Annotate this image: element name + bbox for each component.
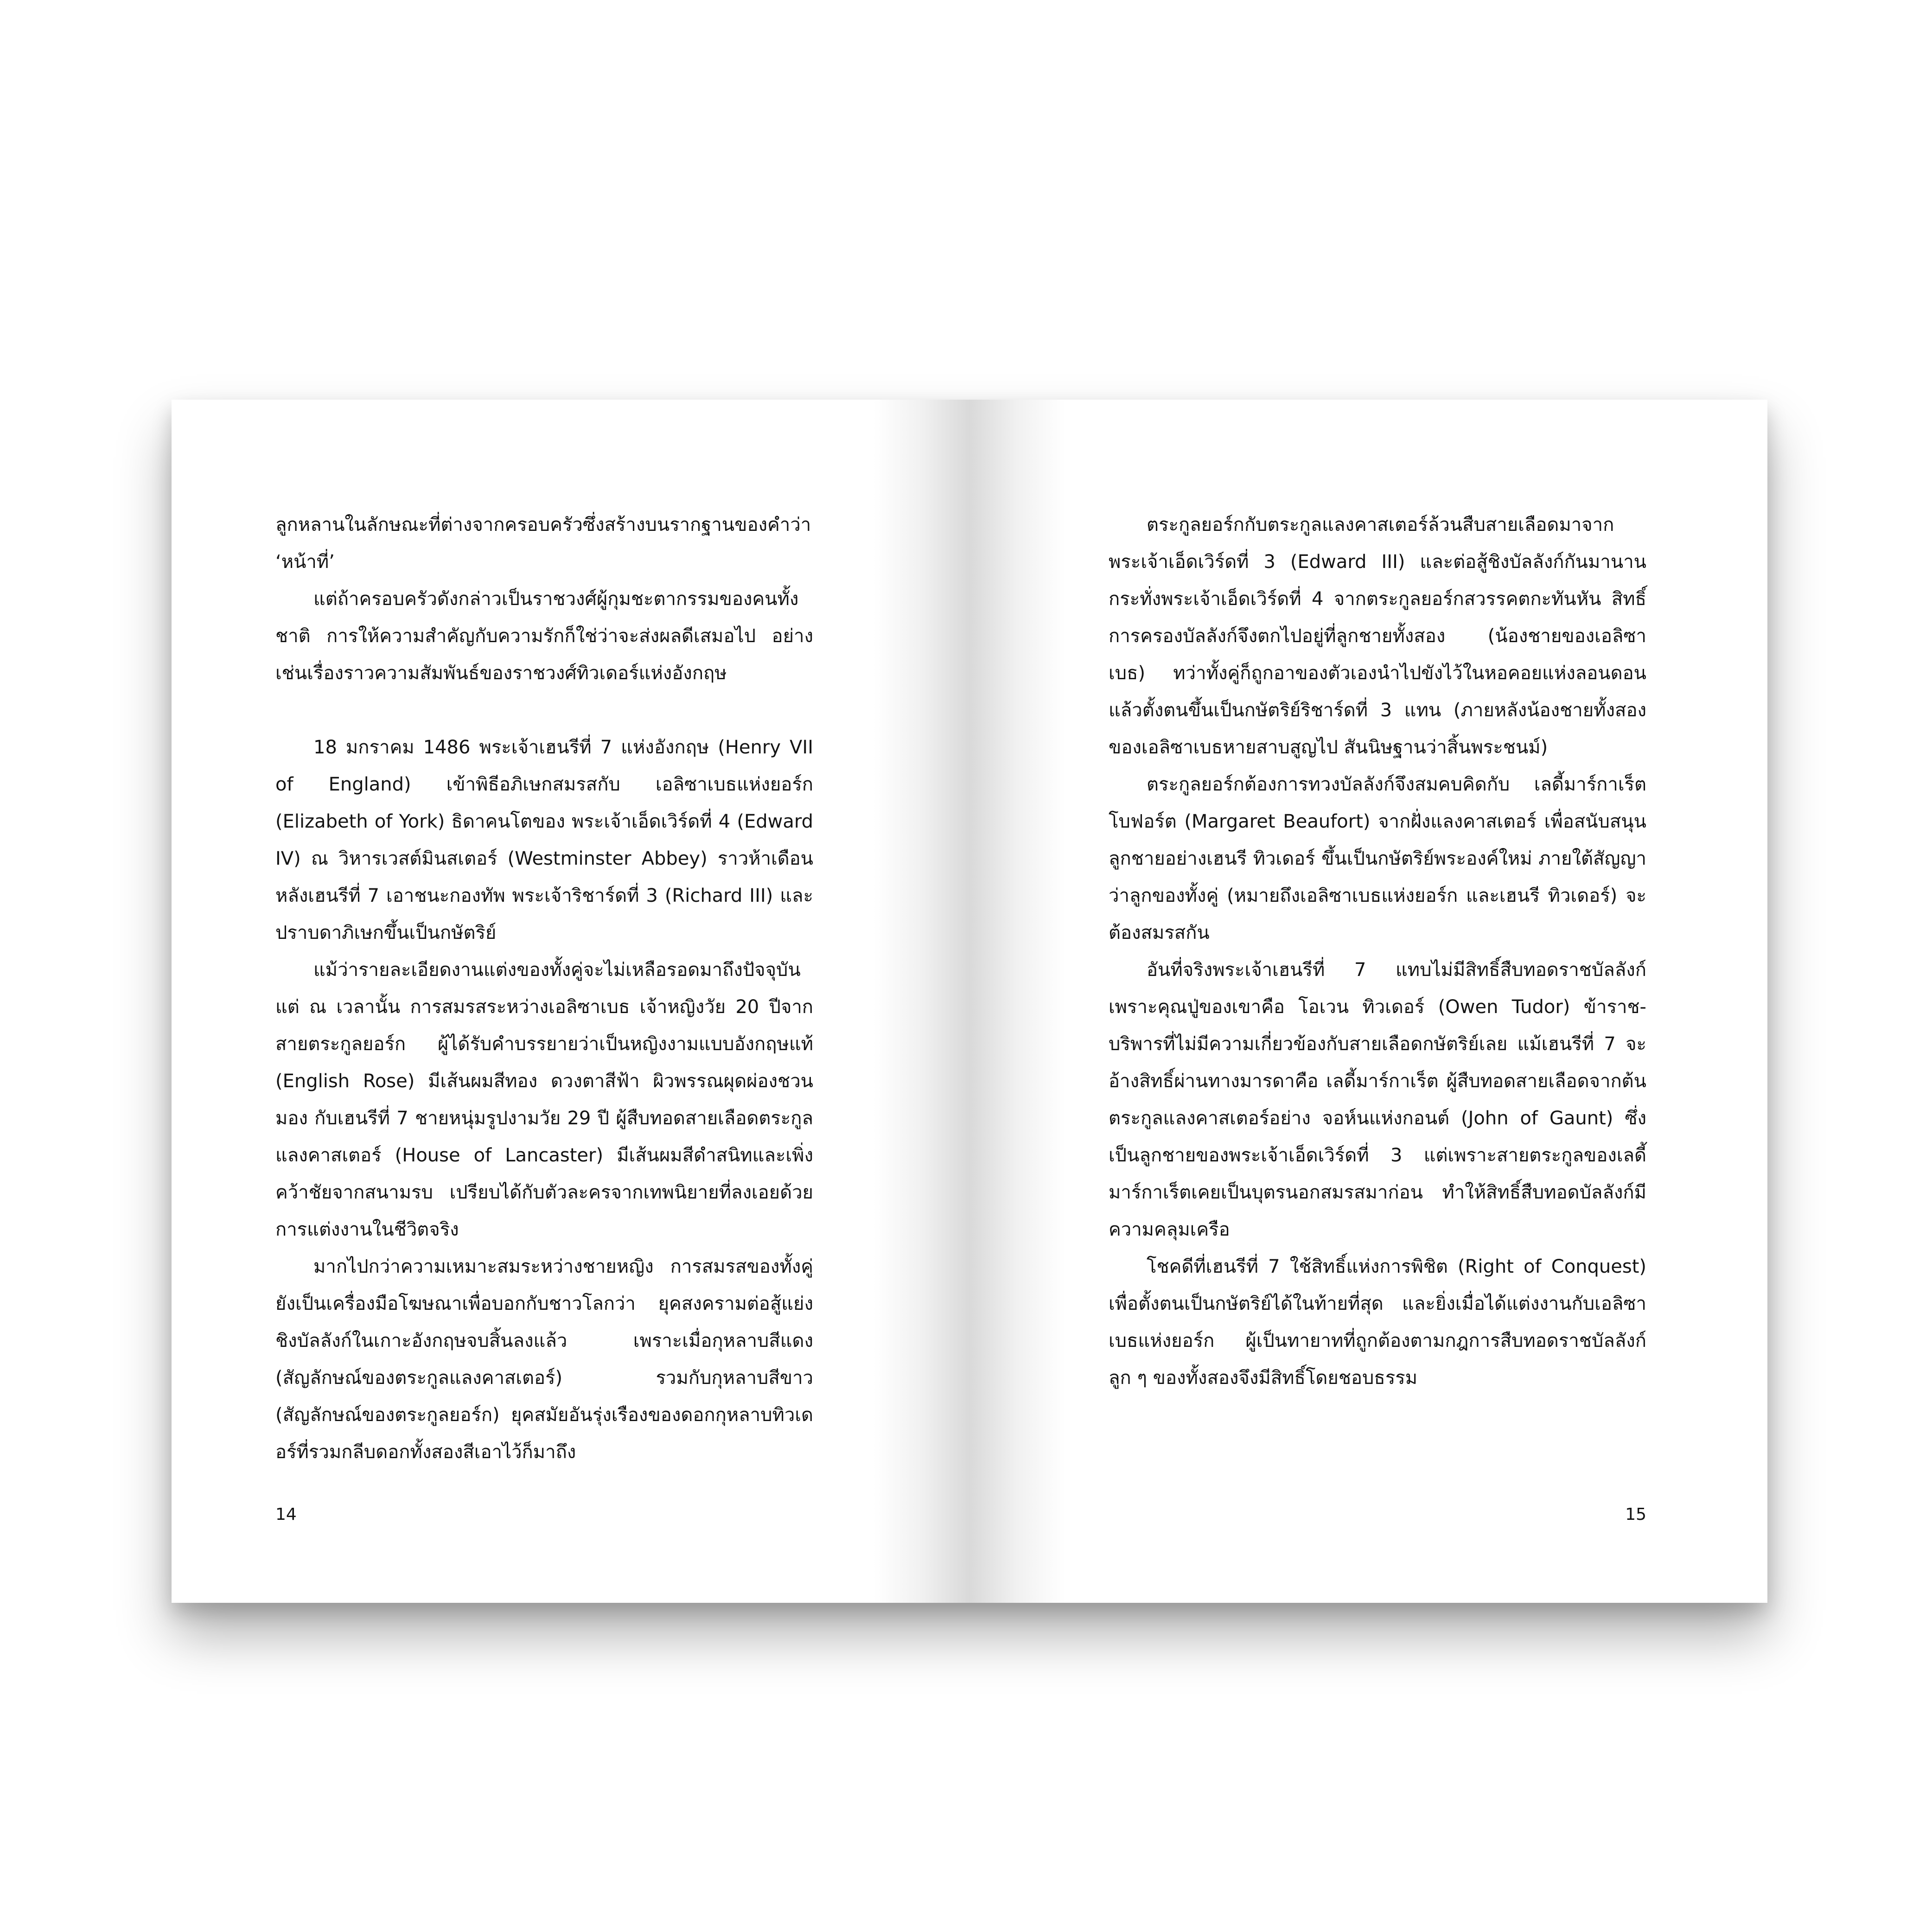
paragraph: ลูกหลานในลักษณะที่ต่างจากครอบครัวซึ่งสร้างบนรากฐานของคำว่า ‘หน้าที่’ (275, 514, 811, 573)
right-page (969, 400, 1767, 1603)
paragraph: แต่ถ้าครอบครัวดังกล่าวเป็นราชวงศ์ผู้กุมชะตากรรมของคนทั้งชาติ การให้ความสำคัญกับความรักก็ใช่ว่าจะส่งผลดีเสมอไป อย่างเช่นเรื่องราวความสัมพันธ์ของราชวงศ์ทิวเดอร์แห่งอังกฤษ (275, 588, 813, 684)
page-number-right: 15 (1625, 1505, 1646, 1524)
paragraph: อันที่จริงพระเจ้าเฮนรีที่ 7 แทบไม่มีสิทธิ์สืบทอดราชบัลลังก์ เพราะคุณปู่ของเขาคือ โอเวน ทิวเดอร์ (Owen Tudor) ข้าราช-บริพารที่ไม่มีความเกี่ยวข้องกับสายเลือดกษัตริย์เลย แม้เฮนรีที่ 7 จะอ้างสิทธิ์ผ่านทางมารดาคือ เลดี้มาร์กาเร็ต ผู้สืบทอดสายเลือดจากต้นตระกูลแลงคาสเตอร์อย่าง จอห์นแห่งกอนต์ (John of Gaunt) ซึ่งเป็นลูกชายของพระเจ้าเอ็ดเวิร์ดที่ 3 แต่เพราะสายตระกูลของเลดี้มาร์กาเร็ตเคยเป็นบุตรนอกสมรสมาก่อน ทำให้สิทธิ์สืบทอดบัลลังก์มีความคลุมเครือ (1109, 959, 1646, 1240)
paragraph: 18 มกราคม 1486 พระเจ้าเฮนรีที่ 7 แห่งอังกฤษ (Henry VII of England) เข้าพิธีอภิเษกสมรสกับ เอลิซาเบธแห่งยอร์ก (Elizabeth of York) ธิดาคนโตของ พระเจ้าเอ็ดเวิร์ดที่ 4 (Edward IV) ณ วิหารเวสต์มินสเตอร์ (Westminster Abbey) ราวห้าเดือนหลังเฮนรีที่ 7 เอาชนะกองทัพ พระเจ้าริชาร์ดที่ 3 (Richard III) และปราบดาภิเษกขึ้นเป็นกษัตริย์ (275, 737, 813, 944)
right-page-body (1109, 506, 1646, 1396)
paragraph: โชคดีที่เฮนรีที่ 7 ใช้สิทธิ์แห่งการพิชิต (Right of Conquest) เพื่อตั้งตนเป็นกษัตริย์ได้ในท้ายที่สุด และยิ่งเมื่อได้แต่งงานกับเอลิซาเบธแห่งยอร์ก ผู้เป็นทายาทที่ถูกต้องตามกฎการสืบทอดราชบัลลังก์ ลูก ๆ ของทั้งสองจึงมีสิทธิ์โดยชอบธรรม (1109, 1256, 1646, 1389)
book-spread (172, 400, 1767, 1603)
left-page (172, 400, 969, 1603)
page-number-left: 14 (275, 1505, 297, 1524)
paragraph: ตระกูลยอร์กกับตระกูลแลงคาสเตอร์ล้วนสืบสายเลือดมาจากพระเจ้าเอ็ดเวิร์ดที่ 3 (Edward III) และต่อสู้ชิงบัลลังก์กันมานาน กระทั่งพระเจ้าเอ็ดเวิร์ดที่ 4 จากตระกูลยอร์กสวรรคตกะทันหัน สิทธิ์การครองบัลลังก์จึงตกไปอยู่ที่ลูกชายทั้งสอง (น้องชายของเอลิซาเบธ) ทว่าทั้งคู่ก็ถูกอาของตัวเองนำไปขังไว้ในหอคอยแห่งลอนดอน แล้วตั้งตนขึ้นเป็นกษัตริย์ริชาร์ดที่ 3 แทน (ภายหลังน้องชายทั้งสองของเอลิซาเบธหายสาบสูญไป สันนิษฐานว่าสิ้นพระชนม์) (1109, 514, 1646, 758)
paragraph: ตระกูลยอร์กต้องการทวงบัลลังก์จึงสมคบคิดกับ เลดี้มาร์กาเร็ต โบฟอร์ต (Margaret Beaufort) จากฝั่งแลงคาสเตอร์ เพื่อสนับสนุนลูกชายอย่างเฮนรี ทิวเดอร์ ขึ้นเป็นกษัตริย์พระองค์ใหม่ ภายใต้สัญญาว่าลูกของทั้งคู่ (หมายถึงเอลิซาเบธแห่งยอร์ก และเฮนรี ทิวเดอร์) จะต้องสมรสกัน (1109, 774, 1646, 944)
paragraph: มากไปกว่าความเหมาะสมระหว่างชายหญิง การสมรสของทั้งคู่ยังเป็นเครื่องมือโฆษณาเพื่อบอกกับชาวโลกว่า ยุคสงครามต่อสู้แย่งชิงบัลลังก์ในเกาะอังกฤษจบสิ้นลงแล้ว เพราะเมื่อกุหลาบสีแดง (สัญลักษณ์ของตระกูลแลงคาสเตอร์) รวมกับกุหลาบสีขาว (สัญลักษณ์ของตระกูลยอร์ก) ยุคสมัยอันรุ่งเรืองของดอกกุหลาบทิวเดอร์ที่รวมกลีบดอกทั้งสองสีเอาไว้ก็มาถึง (275, 1256, 813, 1463)
paragraph: แม้ว่ารายละเอียดงานแต่งของทั้งคู่จะไม่เหลือรอดมาถึงปัจจุบัน แต่ ณ เวลานั้น การสมรสระหว่างเอลิซาเบธ เจ้าหญิงวัย 20 ปีจากสายตระกูลยอร์ก ผู้ได้รับคำบรรยายว่าเป็นหญิงงามแบบอังกฤษแท้ (English Rose) มีเส้นผมสีทอง ดวงตาสีฟ้า ผิวพรรณผุดผ่องชวนมอง กับเฮนรีที่ 7 ชายหนุ่มรูปงามวัย 29 ปี ผู้สืบทอดสายเลือดตระกูลแลงคาสเตอร์ (House of Lancaster) มีเส้นผมสีดำสนิทและเพิ่งคว้าชัยจากสนามรบ เปรียบได้กับตัวละครจากเทพนิยายที่ลงเอยด้วยการแต่งงานในชีวิตจริง (275, 959, 813, 1240)
left-page-body (275, 506, 813, 1471)
